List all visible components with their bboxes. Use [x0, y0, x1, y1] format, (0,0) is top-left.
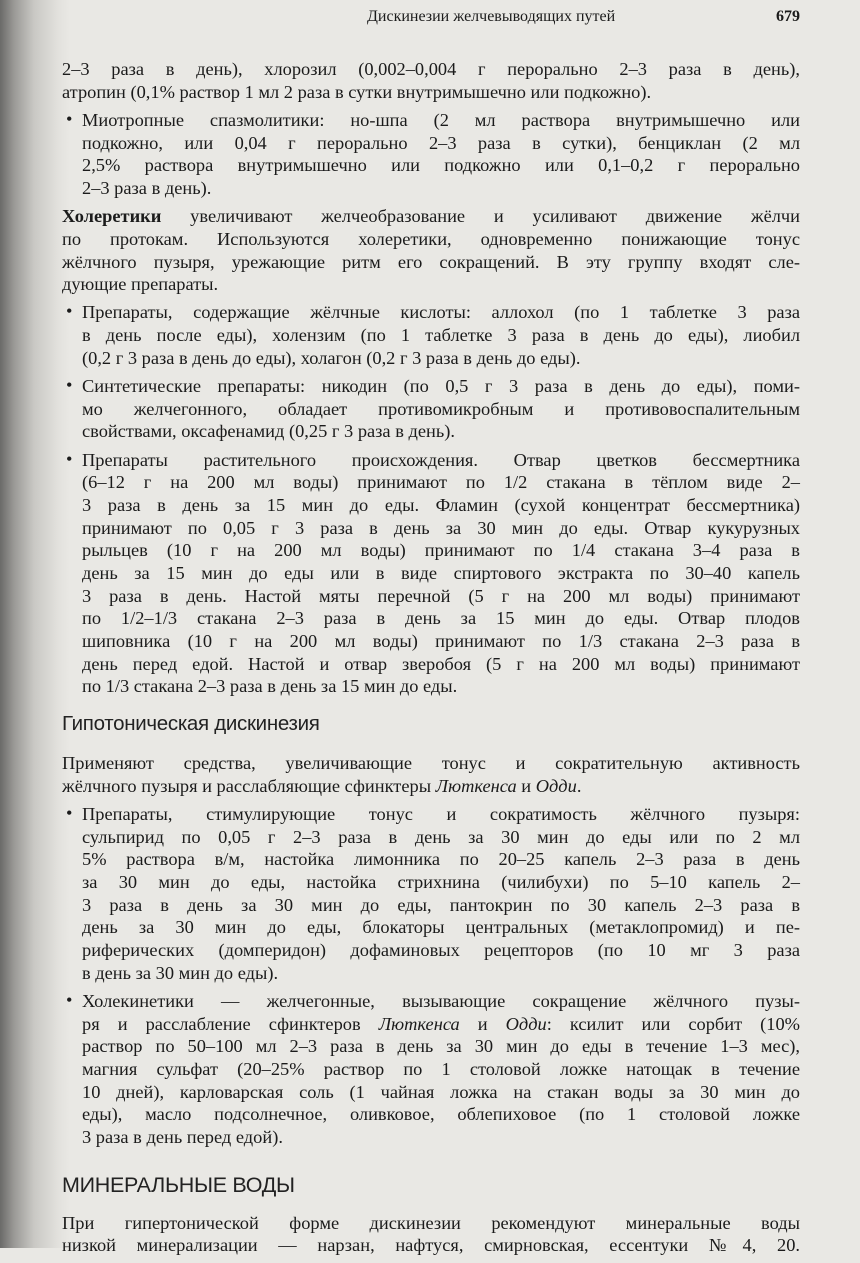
text-line: 3 раза в день перед едой). — [82, 1127, 283, 1148]
text-line: Препараты, содержащие жёлчные кислоты: аллохол (по 1 таблетке 3 раза — [82, 302, 800, 323]
section-heading: Гипотоническая дискинезия — [62, 712, 320, 736]
paragraph — [62, 205, 800, 296]
text-line: низкой минерализации — нарзан, нафтуся, смирновская, ессентуки №4, 20. — [62, 1235, 800, 1256]
text-line: подкожно, или 0,04 г перорально 2–3 раза в сутки), бенциклан (2 мл — [82, 132, 800, 153]
text-line — [62, 205, 800, 228]
text-line: день за 30 мин до еды, блокаторы центральных (метаклопромид) и пе- — [82, 917, 800, 938]
text-segment: увеличивают желчеобразование и усиливают движение жёлчи — [161, 206, 800, 227]
text-line: магния сульфат (20–25% раствор по 1 столовой ложке натощак в течение — [82, 1059, 800, 1079]
bullet-marker: • — [66, 448, 73, 469]
text-line: риферических (домперидон) дофаминовых рецепторов (по 10 мг 3 раза — [82, 940, 800, 961]
text-line: Препараты растительного происхождения. Отвар цветков бессмертника — [82, 449, 800, 470]
text-line: 10 дней), карловарская соль (1 чайная ложка на стакан воды за 30 мин до — [82, 1081, 800, 1102]
italic-term: Одди — [505, 1013, 547, 1034]
text-line: Миотропные спазмолитики: но-шпа (2 мл раствора внутримышечно или — [82, 109, 800, 130]
text-line: по 1/2–1/3 стакана 2–3 раза в день за 15 мин до еды. Отвар плодов — [82, 608, 800, 629]
bullet-item — [62, 109, 800, 200]
text-line: свойствами, оксафенамид (0,25 г 3 раза в день). — [82, 421, 455, 442]
bullet-marker: • — [66, 802, 73, 823]
text-line: 5% раствора в/м, настойка лимонника по 20–25 капель 2–3 раза в день — [82, 849, 800, 870]
text-line: 3 раза в день. Настой мяты перечной (5 г на 200 мл воды) принимают — [82, 585, 800, 606]
text-line: (0,2 г 3 раза в день до еды), холагон (0,2 г 3 раза в день до еды). — [82, 347, 581, 368]
text-line: за 30 мин до еды, настойка стрихнина (чилибухи) по 5–10 капель 2– — [82, 872, 800, 892]
text-line: Холекинетики — желчегонные, вызывающие сокращение жёлчного пузы- — [82, 990, 800, 1011]
text-line — [82, 1013, 800, 1036]
bullet-item — [62, 301, 800, 369]
text-line: жёлчного пузыря, урежающие ритм его сокращений. В эту группу входят сле- — [62, 251, 800, 272]
text-segment: . — [576, 775, 582, 796]
text-line: рыльцев (10 г на 200 мл воды) принимают по 1/4 стакана 3–4 раза в — [82, 540, 800, 561]
italic-term: Люткенса — [378, 1013, 460, 1034]
text-line: принимают по 0,05 г 3 раза в день за 30 мин до еды. Отвар кукурузных — [82, 517, 800, 538]
text-segment: и — [459, 1013, 506, 1034]
page-body — [62, 58, 800, 1263]
text-segment: и — [516, 775, 536, 796]
paragraph — [62, 1212, 800, 1257]
bullet-marker: • — [66, 374, 73, 395]
text-line: шиповника (10 г на 200 мл воды) принимают по 1/3 стакана 2–3 раза в — [82, 631, 800, 651]
text-line: день перед едой. Настой и отвар зверобоя (5 г на 200 мл воды) принимают — [82, 653, 800, 674]
text-line: Применяют средства, увеличивающие тонус и сократительную активность — [62, 753, 800, 774]
running-title: Дискинезии желчевыводящих путей — [367, 8, 616, 25]
bold-term: Холеретики — [62, 206, 162, 227]
text-line: 2–3 раза в день). — [82, 177, 212, 198]
text-line: Препараты, стимулирующие тонус и сократимость жёлчного пузыря: — [82, 803, 800, 824]
text-line: сульпирид по 0,05 г 2–3 раза в день за 30 мин до еды или по 2 мл — [82, 826, 800, 847]
text-line: 3 раза в день за 30 мин до еды, пантокрин по 30 капель 2–3 раза в — [82, 894, 800, 915]
text-line: еды), масло подсолнечное, оливковое, облепиховое (по 1 столовой ложке — [82, 1104, 800, 1125]
book-binding-shadow — [0, 0, 73, 1248]
text-line: в день после еды), холензим (по 1 таблетке 3 раза в день до еды), лиобил — [82, 325, 800, 346]
bullet-item — [62, 375, 800, 443]
text-segment: жёлчного пузыря и расслабляющие сфинктеры — [62, 775, 436, 796]
italic-term: Одди — [535, 775, 577, 796]
text-line: в день за 30 мин до еды). — [82, 962, 279, 983]
text-line: (6–12 г на 200 мл воды) принимают по 1/2 стакана в тёплом виде 2– — [82, 472, 800, 493]
paragraph — [62, 58, 800, 103]
text-line: по 1/3 стакана 2–3 раза в день за 15 мин до еды. — [82, 676, 458, 697]
bullet-marker: • — [66, 108, 73, 129]
bullet-item — [62, 803, 800, 985]
text-line: раствор по 50–100 мл 2–3 раза в день за 30 мин до еды в течение 1–3 мес), — [82, 1036, 800, 1057]
section-heading: МИНЕРАЛЬНЫЕ ВОДЫ — [62, 1172, 295, 1197]
text-line: Синтетические препараты: никодин (по 0,5 г 3 раза в день до еды), поми- — [82, 375, 800, 396]
text-line: 2,5% раствора внутримышечно или подкожно или 0,1–0,2 г перорально — [82, 155, 800, 176]
text-line: 3 раза в день за 15 мин до еды. Фламин (сухой концентрат бессмертника) — [82, 494, 800, 515]
text-segment: : ксилит или сорбит (10% — [546, 1013, 801, 1034]
page-number: 679 — [776, 8, 800, 25]
text-line: При гипертонической форме дискинезии рекомендуют минеральные воды — [62, 1212, 800, 1233]
bullet-marker: • — [66, 301, 73, 322]
bullet-item — [62, 449, 800, 699]
bullet-marker: • — [66, 989, 73, 1010]
text-line: 2–3 раза в день), хлорозил (0,002–0,004 г перорально 2–3 раза в день), — [62, 59, 800, 79]
text-segment: ря и расслабление сфинктеров — [82, 1013, 379, 1034]
text-line: день за 15 мин до еды или в виде спиртового экстракта по 30–40 капель — [82, 562, 800, 583]
italic-term: Люткенса — [435, 775, 517, 796]
text-line: мо желчегонного, обладает противомикробным и противовоспалительным — [82, 398, 800, 419]
text-line: по протокам. Используются холеретики, одновременно понижающие тонус — [62, 228, 800, 249]
text-line — [62, 775, 800, 798]
paragraph — [62, 752, 800, 797]
text-line: атропин (0,1% раствор 1 мл 2 раза в сутки внутримышечно или подкожно). — [62, 81, 652, 102]
page-header — [62, 8, 800, 32]
text-line: дующие препараты. — [62, 274, 219, 295]
bullet-item — [62, 990, 800, 1149]
